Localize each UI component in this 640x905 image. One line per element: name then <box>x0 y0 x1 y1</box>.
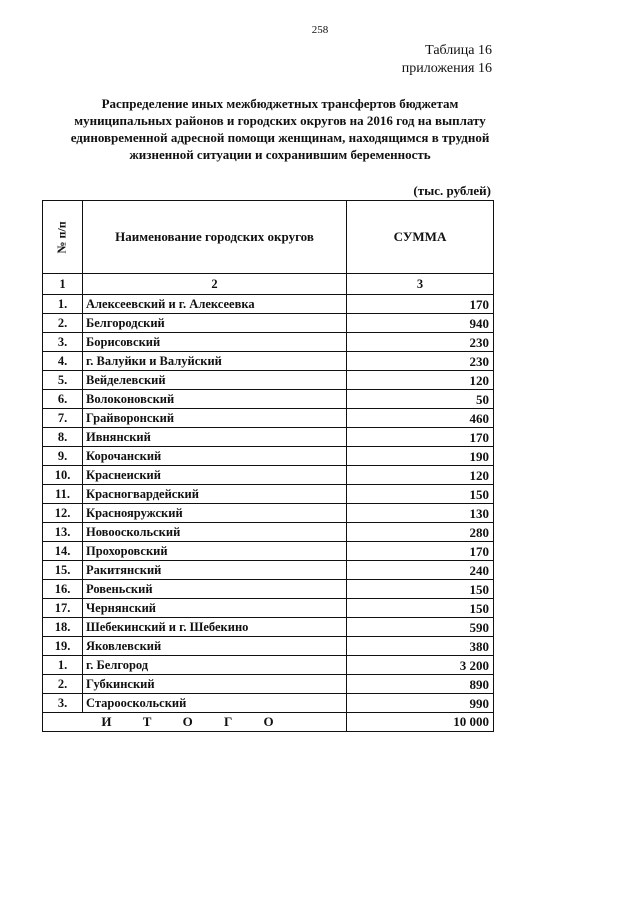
row-sum: 150 <box>347 599 494 618</box>
row-number: 2. <box>43 314 83 333</box>
document-title: Распределение иных межбюджетных трансфертов бюджетам муниципальных районов и городских округов на 2016 год на выплату единовременной адресной помощи женщинам, находящимся в трудной жизненной ситуации и сохранившим беременность <box>70 96 490 162</box>
row-number: 2. <box>43 675 83 694</box>
district-name: Шебекинский и г. Шебекино <box>83 618 347 637</box>
row-number: 17. <box>43 599 83 618</box>
table-row <box>43 485 494 504</box>
district-name: Борисовский <box>83 333 347 352</box>
table-row <box>43 523 494 542</box>
row-sum: 150 <box>347 485 494 504</box>
row-number: 6. <box>43 390 83 409</box>
district-name: Ровеньский <box>83 580 347 599</box>
row-sum: 120 <box>347 371 494 390</box>
row-sum: 120 <box>347 466 494 485</box>
table-row <box>43 333 494 352</box>
district-name: Красногвардейский <box>83 485 347 504</box>
row-sum: 170 <box>347 428 494 447</box>
row-sum: 50 <box>347 390 494 409</box>
table-row <box>43 371 494 390</box>
district-name: Корочанский <box>83 447 347 466</box>
column-number-row <box>43 274 494 295</box>
district-name: Старооскольский <box>83 694 347 713</box>
row-number: 10. <box>43 466 83 485</box>
row-sum: 380 <box>347 637 494 656</box>
total-label: И Т О Г О <box>43 713 347 732</box>
table-row <box>43 618 494 637</box>
column-number: 1 <box>43 274 83 295</box>
row-sum: 150 <box>347 580 494 599</box>
district-name: Яковлевский <box>83 637 347 656</box>
header-sum: СУММА <box>347 201 494 274</box>
row-sum: 890 <box>347 675 494 694</box>
row-number: 11. <box>43 485 83 504</box>
row-sum: 130 <box>347 504 494 523</box>
table-row <box>43 314 494 333</box>
table-reference: Таблица 16 <box>425 43 492 58</box>
appendix-reference: приложения 16 <box>401 61 492 76</box>
row-sum: 940 <box>347 314 494 333</box>
district-name: Грайворонский <box>83 409 347 428</box>
row-number: 18. <box>43 618 83 637</box>
row-number: 5. <box>43 371 83 390</box>
district-name: Краснеиский <box>83 466 347 485</box>
row-sum: 990 <box>347 694 494 713</box>
row-number: 4. <box>43 352 83 371</box>
page-number: 258 <box>311 24 329 36</box>
row-sum: 590 <box>347 618 494 637</box>
row-number: 12. <box>43 504 83 523</box>
district-name: Волоконовский <box>83 390 347 409</box>
row-number: 13. <box>43 523 83 542</box>
row-number: 19. <box>43 637 83 656</box>
row-sum: 460 <box>347 409 494 428</box>
table-row <box>43 504 494 523</box>
table-body <box>43 295 494 713</box>
distribution-table <box>42 200 494 732</box>
table-row <box>43 352 494 371</box>
district-name: Прохоровский <box>83 542 347 561</box>
column-number: 3 <box>347 274 494 295</box>
district-name: Ракитянский <box>83 561 347 580</box>
row-number: 3. <box>43 333 83 352</box>
table-row <box>43 694 494 713</box>
units-label: (тыс. рублей) <box>413 183 491 198</box>
district-name: г. Белгород <box>83 656 347 675</box>
column-number: 2 <box>83 274 347 295</box>
district-name: Алексеевский и г. Алексеевка <box>83 295 347 314</box>
row-number: 14. <box>43 542 83 561</box>
table-row <box>43 656 494 675</box>
district-name: Чернянский <box>83 599 347 618</box>
table-row <box>43 580 494 599</box>
row-number: 1. <box>43 295 83 314</box>
row-number: 1. <box>43 656 83 675</box>
row-sum: 190 <box>347 447 494 466</box>
row-sum: 230 <box>347 333 494 352</box>
table-row <box>43 409 494 428</box>
table-row <box>43 599 494 618</box>
total-row <box>43 713 494 732</box>
row-number: 16. <box>43 580 83 599</box>
table-row <box>43 466 494 485</box>
row-sum: 170 <box>347 542 494 561</box>
table-row <box>43 542 494 561</box>
table-row <box>43 428 494 447</box>
table-row <box>43 561 494 580</box>
row-number: 3. <box>43 694 83 713</box>
row-sum: 170 <box>347 295 494 314</box>
header-number <box>43 201 83 274</box>
district-name: Краснояружский <box>83 504 347 523</box>
total-sum: 10 000 <box>347 713 494 732</box>
row-number: 8. <box>43 428 83 447</box>
table-row <box>43 295 494 314</box>
header-name: Наименование городских округов <box>83 201 347 274</box>
district-name: Новооскольский <box>83 523 347 542</box>
table-row <box>43 637 494 656</box>
district-name: г. Валуйки и Валуйский <box>83 352 347 371</box>
district-name: Ивнянский <box>83 428 347 447</box>
district-name: Губкинский <box>83 675 347 694</box>
row-sum: 230 <box>347 352 494 371</box>
district-name: Белгородский <box>83 314 347 333</box>
district-name: Вейделевский <box>83 371 347 390</box>
row-sum: 280 <box>347 523 494 542</box>
row-sum: 240 <box>347 561 494 580</box>
table-row <box>43 390 494 409</box>
table-row <box>43 675 494 694</box>
row-number: 9. <box>43 447 83 466</box>
row-sum: 3 200 <box>347 656 494 675</box>
header-number-label: № п/п <box>54 220 69 254</box>
table-row <box>43 447 494 466</box>
row-number: 7. <box>43 409 83 428</box>
row-number: 15. <box>43 561 83 580</box>
